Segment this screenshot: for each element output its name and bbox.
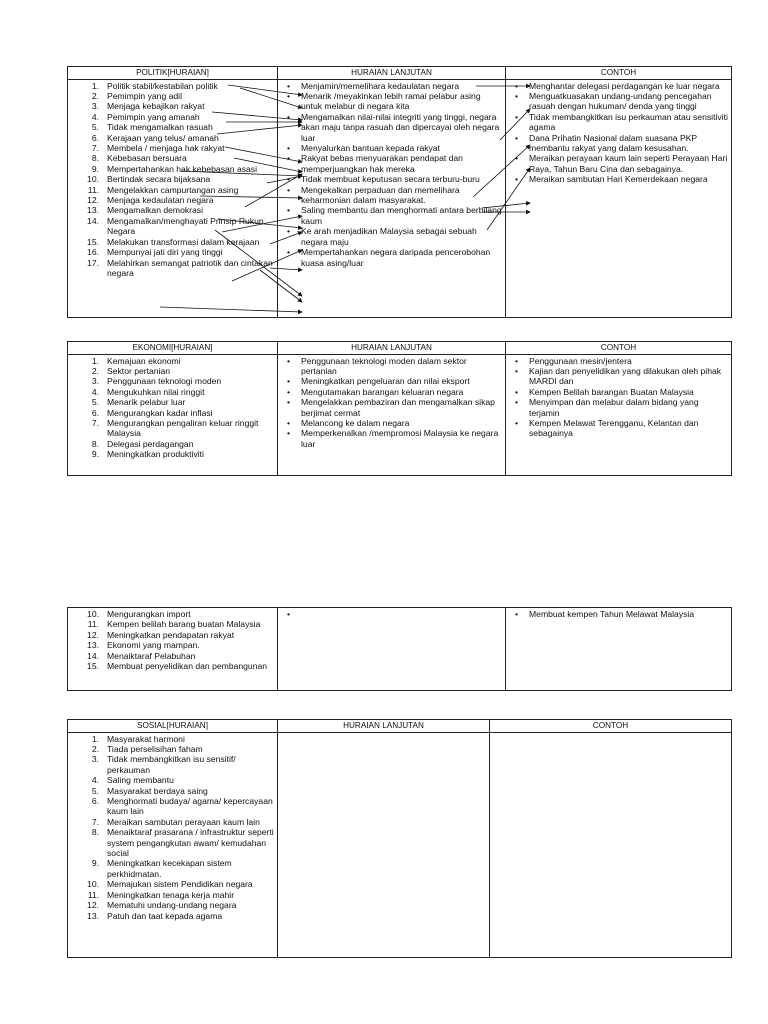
item-text: Mengurangkan kadar inflasi — [107, 407, 213, 418]
item-text: Meraikan sambutan Hari Kemerdekaan negara — [529, 174, 708, 185]
ekonomi-header-contoh: CONTOH — [506, 342, 732, 355]
item-text: Penggunaan teknologi moden dalam sektor pertanian — [301, 355, 467, 376]
item-text: Melakukan transformasi dalam kerajaan — [107, 236, 260, 247]
item-number: 9. — [91, 449, 99, 460]
item-text: Mengamalkan/menghayati Prinsip Rukun Negara — [107, 215, 264, 237]
item-text: Mengamalkan nilai-nilai integriti yang tinggi, negara akan maju tanpa rasuah dan dipercayai oleh negara luar — [301, 111, 500, 143]
politik-header-huraian: POLITIK[HURAIAN] — [68, 67, 278, 80]
item-text: Menarik pelabur luar — [107, 397, 186, 408]
item-text: Membela / menjaga hak rakyat — [107, 143, 225, 154]
item-text: Mengurangkan import — [107, 609, 191, 619]
list-item — [71, 449, 274, 459]
item-number: 3. — [91, 376, 99, 387]
item-text: Kemajuan ekonomi — [107, 355, 181, 366]
politik-lanjutan-list — [281, 81, 502, 268]
item-text: Saling membantu — [107, 775, 174, 786]
list-item — [71, 387, 274, 397]
list-item — [71, 817, 274, 827]
item-text: Menaiktaraf prasarana / infrastruktur seperti system pengangkutan awam/ kemudahan social — [107, 827, 274, 859]
list-item — [281, 428, 502, 449]
item-text: Menaiktaraf Pelabuhan — [107, 650, 196, 661]
sosial-body-row — [68, 732, 732, 957]
list-item — [71, 216, 274, 237]
item-number: 17. — [87, 257, 99, 268]
item-text: Mematuhi undang-undang negara — [107, 900, 237, 911]
ekonomi-contoh-list — [509, 356, 728, 439]
ekonomi2-huraian-list — [71, 609, 274, 671]
item-text: Mengamalkan demokrasi — [107, 205, 204, 216]
item-text: Dana Prihatin Nasional dalam suasana PKP membantu rakyat yang dalam kesusahan. — [529, 132, 697, 154]
item-text: Tidak mengamalkan rasuah — [107, 122, 213, 133]
item-text: Tidak membangkitkan isu sensitif/ perkauman — [107, 754, 236, 775]
ekonomi2-contoh-cell — [506, 608, 732, 691]
item-number: 11. — [87, 619, 99, 630]
item-number: 14. — [87, 215, 99, 226]
ekonomi-contoh-cell — [506, 354, 732, 475]
item-text: Politik stabil/kestabilan politik — [107, 80, 218, 91]
politik-contoh-cell — [506, 79, 732, 317]
list-item — [281, 174, 502, 184]
item-text: Rakyat bebas menyuarakan pendapat dan memperjuangkan hak mereka — [301, 153, 463, 174]
ekonomi-table — [67, 341, 732, 476]
sosial-huraian-list — [71, 734, 274, 921]
list-item — [71, 630, 274, 640]
list-item — [71, 408, 274, 418]
list-item — [71, 796, 274, 817]
ekonomi-header-row — [68, 342, 732, 355]
list-item — [71, 164, 274, 174]
list-item — [71, 418, 274, 439]
politik-header-contoh: CONTOH — [506, 67, 732, 80]
item-number: 8. — [91, 438, 99, 449]
item-text: Meningkatkan produktiviti — [107, 449, 204, 460]
list-item — [509, 418, 728, 439]
item-text: Meraikan perayaan kaum lain seperti Perayaan Hari Raya, Tahun Baru Cina dan sebagainya. — [529, 153, 728, 174]
item-text: Pemimpin yang amanah — [107, 111, 200, 122]
sosial-contoh-cell — [490, 732, 732, 957]
ekonomi-header-huraian: EKONOMI[HURAIAN] — [68, 342, 278, 355]
item-text: Menjamin/memelihara kedaulatan negara — [301, 80, 460, 91]
list-item — [509, 133, 728, 154]
item-text: Tidak membangkitkan isu perkauman atau sensitiviti agama — [529, 111, 728, 133]
list-item — [281, 376, 502, 386]
list-item — [509, 174, 728, 184]
item-text: Mengekalkan perpaduan dan memelihara keharmonian dalam masyarakat. — [301, 184, 460, 206]
list-item — [71, 133, 274, 143]
list-item — [281, 112, 502, 143]
item-number: 12. — [87, 629, 99, 640]
ekonomi-lanjutan-cell — [278, 354, 506, 475]
item-text: Delegasi perdagangan — [107, 438, 194, 449]
item-number: 11. — [87, 184, 99, 195]
politik-contoh-list — [509, 81, 728, 185]
item-number: 10. — [87, 609, 99, 619]
ekonomi2-huraian-cell — [68, 608, 278, 691]
item-number: 5. — [91, 122, 99, 133]
item-number: 9. — [91, 858, 99, 869]
item-number: 12. — [87, 195, 99, 206]
item-text: Menjaga kedaulatan negara — [107, 195, 214, 206]
list-item — [71, 890, 274, 900]
list-item — [281, 143, 502, 153]
politik-table — [67, 66, 732, 318]
item-number: 15. — [87, 236, 99, 247]
item-number: 6. — [91, 796, 99, 807]
item-text: Penggunaan mesin/jentera — [529, 355, 632, 366]
list-item — [71, 827, 274, 858]
item-text: Meningkatkan kecekapan sistem perkhidmatan. — [107, 858, 232, 879]
list-item — [71, 366, 274, 376]
list-item — [509, 112, 728, 133]
list-item — [71, 661, 274, 671]
sosial-header-row — [68, 720, 732, 733]
politik-huraian-cell — [68, 79, 278, 317]
item-number: 6. — [91, 132, 99, 143]
item-number: 4. — [91, 775, 99, 786]
item-number: 1. — [91, 733, 99, 744]
list-item — [509, 397, 728, 418]
item-text: Mengelakkan campurtangan asing — [107, 184, 239, 195]
item-text: Saling membantu dan menghormati antara berbilang kaum — [301, 205, 502, 226]
list-item — [71, 356, 274, 366]
item-number: 2. — [91, 91, 99, 101]
item-number: 2. — [91, 366, 99, 376]
list-item — [71, 911, 274, 921]
list-item — [71, 101, 274, 111]
list-item — [281, 153, 502, 174]
list-item — [281, 81, 502, 91]
list-item — [71, 609, 274, 619]
list-item — [71, 205, 274, 215]
item-text: Meningkatkan pendapatan rakyat — [107, 629, 235, 640]
item-text: Kempen Belilah barangan Buatan Malaysia — [529, 386, 694, 397]
item-number: 2. — [91, 744, 99, 754]
item-text: Menjaga kebajikan rakyat — [107, 101, 205, 112]
item-number: 3. — [91, 101, 99, 112]
item-text: Menghantar delegasi perdagangan ke luar negara — [529, 80, 720, 91]
ekonomi-lanjutan-list — [281, 356, 502, 450]
ekonomi-huraian-list — [71, 356, 274, 460]
list-item — [281, 226, 502, 247]
list-item — [509, 153, 728, 174]
item-text: Menyimpan dan melabur dalam bidang yang terjamin — [529, 397, 699, 418]
list-item — [281, 205, 502, 226]
sosial-lanjutan-cell — [278, 732, 490, 957]
item-number: 15. — [87, 661, 99, 672]
item-number: 12. — [87, 900, 99, 911]
list-item — [509, 91, 728, 112]
item-text: Patuh dan taat kepada agama — [107, 910, 223, 921]
item-text: Penggunaan teknologi moden — [107, 376, 222, 387]
ekonomi-continuation-table — [67, 607, 732, 691]
item-text: Mempertahankan negara daripada pencerobohan kuasa asing/luar — [301, 247, 491, 268]
item-text: Tidak membuat keputusan secara terburu-buru — [301, 174, 480, 185]
item-number: 9. — [91, 163, 99, 174]
list-item — [281, 387, 502, 397]
item-text: Kempen Melawat Terengganu, Kelantan dan sebagainya — [529, 418, 699, 439]
item-text: Menarik /meyakinkan lebih ramai pelabur asing untuk melabur di negara kita — [301, 91, 481, 112]
item-number: 7. — [91, 816, 99, 827]
politik-header-lanjutan: HURAIAN LANJUTAN — [278, 67, 506, 80]
list-item — [281, 397, 502, 418]
list-item — [71, 879, 274, 889]
list-item — [71, 153, 274, 163]
list-item — [71, 122, 274, 132]
item-text: Kerajaan yang telus/ amanah — [107, 132, 219, 143]
politik-huraian-list — [71, 81, 274, 279]
list-item — [281, 185, 502, 206]
list-item — [71, 640, 274, 650]
sosial-huraian-cell — [68, 732, 278, 957]
sosial-header-contoh: CONTOH — [490, 720, 732, 733]
ekonomi-huraian-cell — [68, 354, 278, 475]
item-text: Membuat kempen Tahun Melawat Malaysia — [529, 609, 695, 619]
list-item — [509, 609, 728, 619]
item-text: Mengukuhkan nilai ringgit — [107, 386, 205, 397]
item-number: 3. — [91, 754, 99, 765]
item-number: 10. — [87, 174, 99, 185]
list-item — [71, 258, 274, 279]
item-text: Tiada perselisihan faham — [107, 744, 203, 754]
item-text: Memajukan sistem Pendidikan negara — [107, 879, 253, 890]
item-number: 4. — [91, 386, 99, 397]
item-number: 8. — [91, 827, 99, 838]
item-text: Mempunyai jati diri yang tinggi — [107, 247, 223, 258]
item-text: Ekonomi yang mampan. — [107, 640, 200, 651]
list-item — [71, 376, 274, 386]
item-number: 13. — [87, 910, 99, 921]
list-item — [71, 754, 274, 775]
item-text: Melancong ke dalam negara — [301, 418, 410, 429]
list-item — [509, 81, 728, 91]
item-text: Sektor pertanian — [107, 366, 171, 376]
list-item — [71, 786, 274, 796]
item-number: 1. — [91, 355, 99, 366]
item-text: Mengutamakan barangan keluaran negara — [301, 386, 464, 397]
item-text: Bertindak secara bijaksana — [107, 174, 211, 185]
item-number: 5. — [91, 397, 99, 408]
list-item — [281, 356, 502, 377]
item-text: Melahirkan semangat patriotik dan cintakan negara — [107, 257, 273, 278]
list-item — [509, 387, 728, 397]
item-text: Kebebasan bersuara — [107, 153, 187, 164]
list-item — [281, 91, 502, 112]
item-number: 4. — [91, 111, 99, 122]
politik-header-row — [68, 67, 732, 80]
item-text: Meningkatkan tenaga kerja mahir — [107, 889, 235, 900]
item-text: Menyalurkan bantuan kepada rakyat — [301, 143, 441, 154]
list-item — [71, 247, 274, 257]
ekonomi-continuation-row — [68, 608, 732, 691]
item-number: 5. — [91, 785, 99, 796]
list-item — [509, 356, 728, 366]
item-text: Ke arah menjadikan Malaysia sebagai sebuah negara maju — [301, 226, 477, 247]
item-number: 13. — [87, 205, 99, 216]
list-item — [71, 143, 274, 153]
item-text: Kempen belilah barang buatan Malaysia — [107, 619, 261, 630]
item-text: Pemimpin yang adil — [107, 91, 182, 101]
list-item — [71, 439, 274, 449]
ekonomi-body-row — [68, 354, 732, 475]
list-item — [71, 81, 274, 91]
ekonomi2-contoh-list — [509, 609, 728, 619]
sosial-header-lanjutan: HURAIAN LANJUTAN — [278, 720, 490, 733]
item-text: Mengurangkan pengaliran keluar ringgit Malaysia — [107, 418, 259, 439]
politik-body-row — [68, 79, 732, 317]
item-number: 10. — [87, 879, 99, 890]
politik-lanjutan-cell — [278, 79, 506, 317]
item-text: Masyarakat harmoni — [107, 733, 185, 744]
ekonomi2-lanjutan-cell — [278, 608, 506, 691]
sosial-header-huraian: SOSIAL[HURAIAN] — [68, 720, 278, 733]
item-number: 6. — [91, 407, 99, 418]
list-item — [71, 237, 274, 247]
list-item — [71, 744, 274, 754]
item-number: 13. — [87, 640, 99, 651]
list-item — [71, 112, 274, 122]
item-number: 8. — [91, 153, 99, 164]
list-item — [71, 91, 274, 101]
list-item — [71, 174, 274, 184]
list-item — [281, 418, 502, 428]
item-text: Meraikan sambutan perayaan kaum lain — [107, 816, 260, 827]
list-item — [509, 366, 728, 387]
item-number: 11. — [87, 889, 99, 900]
item-text: Meningkatkan pengeluaran dan nilai eksport — [301, 376, 470, 387]
list-item — [71, 858, 274, 879]
item-number: 7. — [91, 143, 99, 154]
item-text: Kajian dan penyelidikan yang dilakukan oleh pihak MARDI dan — [529, 366, 722, 387]
list-item — [71, 185, 274, 195]
item-number: 7. — [91, 418, 99, 429]
item-number: 1. — [91, 80, 99, 91]
list-item — [71, 397, 274, 407]
item-text: Mempertahankan hak kebebasan asasi — [107, 163, 258, 174]
sosial-table — [67, 719, 732, 958]
list-item — [281, 247, 502, 268]
list-item — [71, 900, 274, 910]
item-text: Membuat penyelidikan dan pembangunan — [107, 661, 268, 672]
item-number: 14. — [87, 650, 99, 661]
list-item — [71, 195, 274, 205]
ekonomi-header-lanjutan: HURAIAN LANJUTAN — [278, 342, 506, 355]
list-item — [71, 775, 274, 785]
item-text: Memperkenalkan /mempromosi Malaysia ke negara luar — [301, 428, 499, 449]
item-text: Mengelakkan pembaziran dan mengamalkan sikap berjimat cermat — [301, 397, 495, 418]
item-text: Masyarakat berdaya saing — [107, 785, 208, 796]
item-text: Menguatkuasakan undang-undang pencegahan rasuah dengan hukuman/ denda yang tinggi — [529, 91, 712, 112]
list-item — [71, 651, 274, 661]
item-number: 16. — [87, 247, 99, 258]
list-item — [71, 619, 274, 629]
list-item — [71, 734, 274, 744]
item-text: Menghormati budaya/ agama/ kepercayaan kaum lain — [107, 796, 273, 817]
